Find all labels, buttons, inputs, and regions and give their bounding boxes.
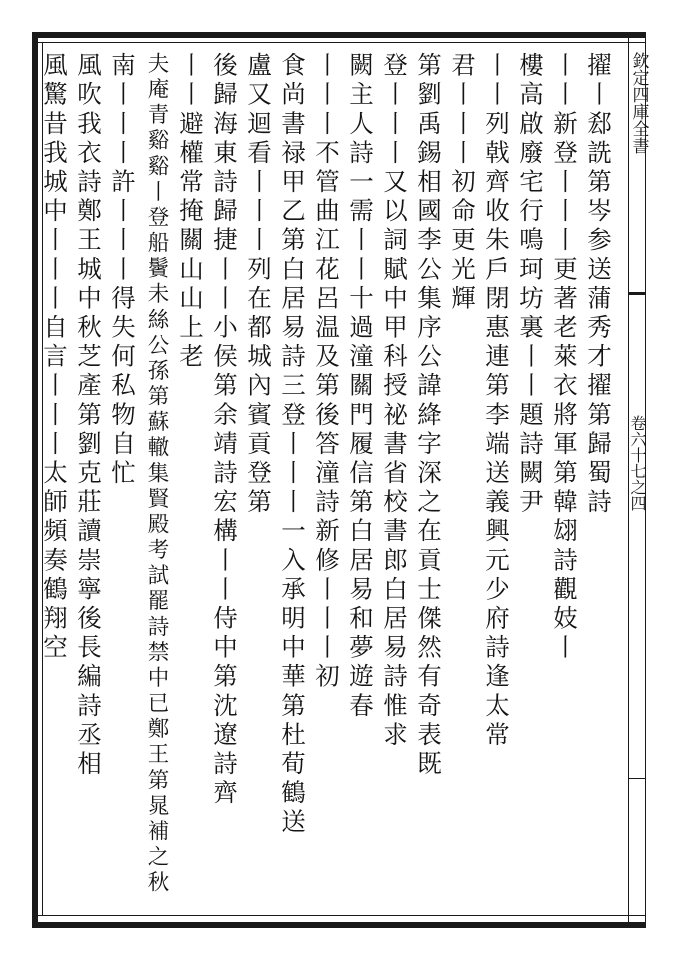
column-text: 第劉禹錫相國李公集序公諱絳字深之在貢士傑然有奇表既 <box>414 52 443 780</box>
main-text-block <box>40 52 620 910</box>
text-column <box>32 52 76 910</box>
column-text: 丨丨丨不管曲江花呂温及第後答潼詩新修丨丨丨初 <box>312 52 341 693</box>
column-text: 後歸海東詩歸捷丨丨小侯第余靖詩宏構丨丨侍中第沈遼詩齊 <box>210 52 239 809</box>
column-text: 盧又迴看丨丨丨列在都城內賓貢登第 <box>244 52 273 518</box>
column-text: 丨丨列戟齊收朱戶閉惠連第李端送義興元少府詩逢太常 <box>482 52 511 751</box>
volume-label: 卷六十七之四 <box>628 415 647 511</box>
column-text: 食尚書禄甲乙第白居易詩三登丨丨丨一入承明中華第杜荀鶴送 <box>278 52 307 838</box>
column-text: 樓高啟廢宅行鳴珂坊裏丨丨題詩闕尹 <box>516 52 545 518</box>
banxin-fishtail-mark <box>628 292 646 295</box>
banxin-lower-mark <box>628 778 646 779</box>
banxin-title <box>628 52 649 154</box>
column-text: 闕主人詩一需丨丨十過潼關門履信第白居易和夢遊春 <box>346 52 375 722</box>
frame-bottom-inner-rule <box>38 915 646 916</box>
column-text: 南丨丨丨許丨丨丨得失何私物自忙 <box>108 52 137 489</box>
frame-bottom-rule <box>38 922 646 928</box>
column-text: 君丨丨丨初命更光輝 <box>448 52 477 314</box>
column-text: 夫庵青谿谿丨登船鬢未絲公孫第蘇轍集賢殿考試罷詩禁中已鄭王第晁補之秋 <box>144 52 169 897</box>
column-text: 丨丨新登丨丨丨更著老萊衣將軍第韓翃詩觀妓丨 <box>550 52 579 664</box>
column-text: 擢丨郄詵第岑参送蒲秀才擢第歸蜀詩 <box>584 52 613 518</box>
frame-top-inner-rule <box>38 42 646 43</box>
column-text: 登丨丨丨又以詞賦中甲科授祕書省校書郎白居易詩惟求 <box>380 52 409 751</box>
frame-top-rule <box>38 32 646 38</box>
book-title: 欽定四庫全書 <box>628 52 649 154</box>
column-text: 風吹我衣詩鄭王城中秋芝產第劉克莊讀崇寧後長編詩丞相 <box>74 52 103 780</box>
column-text: 風驚昔我城中丨丨丨自言丨丨丨太師頻奏鶴翔空 <box>40 52 69 664</box>
column-text: 丨丨避權常掩關山山上老 <box>176 52 205 373</box>
